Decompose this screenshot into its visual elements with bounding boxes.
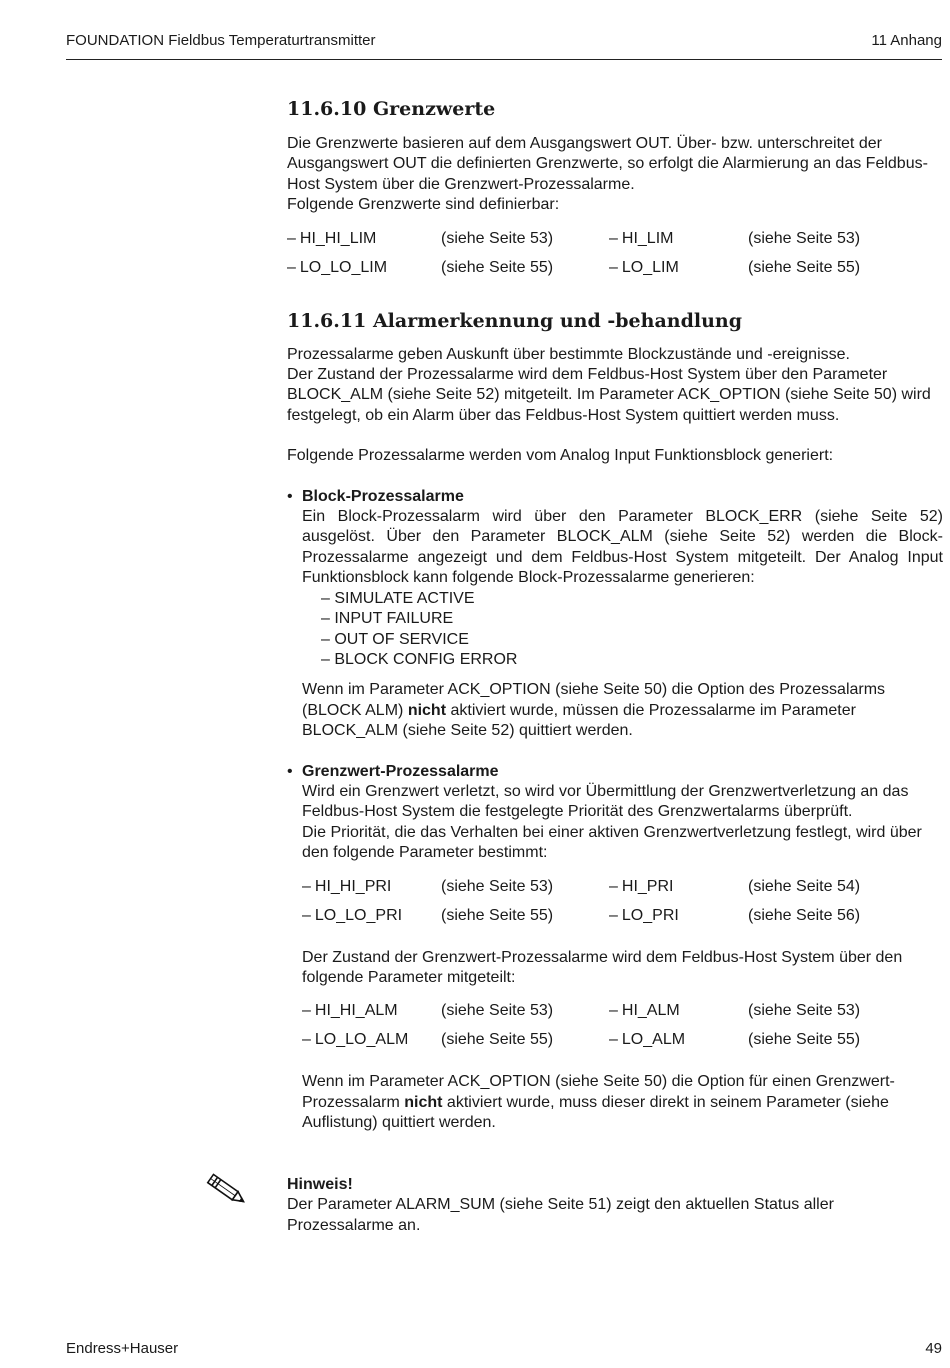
dash: – — [609, 906, 618, 924]
page-ref: (siehe Seite 53) — [441, 1002, 554, 1020]
alarm-table — [302, 996, 860, 1054]
alarm-block-alm: Der Zustand der Prozessalarme wird dem Feldbus-Host System über den Parameter BLOCK_ALM (siehe Seite 52) mitgeteilt. Im Parameter ACK_OPTION (siehe Seite 50) wird festgelegt, ob ein Alarm über das Feldbus-Host System quittiert werden muss. — [287, 366, 931, 424]
bullet-title: Grenzwert-Prozessalarme — [302, 762, 499, 780]
page-ref: (siehe Seite 53) — [441, 229, 554, 247]
hint-box — [287, 1175, 937, 1236]
text-run: aktiviert wurde, müssen die Prozessalarme im Parameter BLOCK_ALM (siehe Seite 52) quittiert werden. — [302, 701, 856, 740]
list-item: – SIMULATE ACTIVE — [321, 589, 475, 607]
dash: – — [287, 258, 296, 276]
dash: – — [302, 1002, 311, 1020]
dash: – — [609, 1031, 618, 1049]
page-ref: (siehe Seite 55) — [441, 1031, 554, 1049]
running-header-chapter: 11 Anhang — [871, 32, 942, 49]
block-alarm-list — [302, 589, 943, 671]
emphasis: nicht — [407, 701, 447, 719]
table-row — [302, 901, 860, 930]
bullet-text: Wird ein Grenzwert verletzt, so wird vor Übermittlung der Grenzwertverletzung an das Feldbus-Host System die festgelegte Priorität des Grenzwertalarms überprüft. — [302, 782, 909, 821]
table-row — [287, 224, 860, 253]
dash: – — [609, 229, 618, 247]
list-item: – BLOCK CONFIG ERROR — [321, 650, 518, 668]
alarm-list-intro: Folgende Prozessalarme werden vom Analog Input Funktionsblock generiert: — [287, 447, 834, 465]
param-name: LO_LIM — [621, 258, 679, 276]
hint-text: Der Parameter ALARM_SUM (siehe Seite 51) zeigt den aktuellen Status aller Prozessalarme an. — [287, 1196, 834, 1234]
dash: – — [609, 258, 618, 276]
pencil-icon — [203, 1171, 251, 1209]
grenzwerte-list-intro: Folgende Grenzwerte sind definierbar: — [287, 196, 560, 214]
priority-table-wrap — [287, 872, 943, 1134]
param-name: HI_ALM — [621, 1002, 680, 1020]
header-rule — [66, 59, 942, 60]
param-name: HI_HI_LIM — [299, 229, 377, 247]
page-ref: (siehe Seite 55) — [748, 258, 861, 276]
bullet-limit-alarms — [287, 762, 943, 864]
bullet-text: Die Priorität, die das Verhalten bei einer aktiven Grenzwertverletzung festlegt, wird über den folgende Parameter bestimmt: — [302, 823, 922, 862]
main-content — [287, 96, 943, 1134]
page-ref: (siehe Seite 55) — [441, 906, 554, 924]
dash: – — [302, 906, 311, 924]
text-run: Wenn im Parameter ACK_OPTION (siehe Seite 50) die Option des Prozessalarms (BLOCK ALM) — [302, 681, 886, 719]
section-title-grenzwerte: 11.6.10 Grenzwerte — [287, 98, 496, 120]
running-header-title: FOUNDATION Fieldbus Temperaturtransmitter — [66, 32, 376, 49]
page-ref: (siehe Seite 53) — [748, 1002, 861, 1020]
list-item: – INPUT FAILURE — [321, 610, 454, 628]
section-title-alarmerkennung: 11.6.11 Alarmerkennung und -behandlung — [287, 309, 742, 332]
dash: – — [287, 229, 296, 247]
hint-title: Hinweis! — [287, 1176, 353, 1193]
dash: – — [609, 1002, 618, 1020]
limit-ack-note — [302, 1072, 943, 1133]
limit-table — [287, 224, 860, 282]
param-name: HI_LIM — [621, 229, 674, 247]
table-row — [287, 253, 860, 282]
param-name: HI_HI_PRI — [314, 877, 392, 895]
param-name: LO_LO_PRI — [314, 906, 403, 924]
param-name: LO_PRI — [621, 906, 679, 924]
grenzwerte-intro: Die Grenzwerte basieren auf dem Ausgangswert OUT. Über- bzw. unterschreitet der Ausgangswert OUT die definierten Grenzwerte, so erfolgt die Alarmierung an das Feldbus-Host System über die Grenzwert-Prozessalarme. — [287, 135, 928, 193]
list-item: – OUT OF SERVICE — [321, 630, 469, 648]
param-name: HI_PRI — [621, 877, 674, 895]
bullet-icon: • — [287, 487, 293, 505]
page-ref: (siehe Seite 55) — [441, 258, 554, 276]
text-run: aktiviert wurde, muss dieser direkt in seinem Parameter (siehe Auflistung) quittiert werden. — [302, 1093, 889, 1132]
table-row — [302, 872, 860, 901]
limit-alarm-state-text: Der Zustand der Grenzwert-Prozessalarme wird dem Feldbus-Host System über den folgende Parameter mitgeteilt: — [302, 948, 903, 986]
dash: – — [609, 877, 618, 895]
param-name: LO_LO_ALM — [314, 1031, 409, 1049]
page-number: 49 — [925, 1340, 942, 1357]
table-row — [302, 996, 860, 1025]
param-name: LO_LO_LIM — [299, 258, 388, 276]
dash: – — [302, 877, 311, 895]
page-ref: (siehe Seite 54) — [748, 877, 861, 895]
bullet-text: Ein Block-Prozessalarm wird über den Parameter BLOCK_ERR (siehe Seite 52) ausgelöst. Über den Parameter BLOCK_ALM (siehe Seite 52) werden die Block-Prozessalarme angezeigt und dem Feldbus-Host System mitgeteilt. Der Analog Input Funktionsblock kann folgende Block-Prozessalarme generieren: — [302, 508, 943, 587]
footer-brand: Endress+Hauser — [66, 1340, 179, 1357]
bullet-title: Block-Prozessalarme — [302, 487, 464, 505]
page-ref: (siehe Seite 55) — [748, 1031, 861, 1049]
alarm-intro: Prozessalarme geben Auskunft über bestimmte Blockzustände und -ereignisse. — [287, 345, 850, 363]
page-ref: (siehe Seite 53) — [748, 229, 861, 247]
page-ref: (siehe Seite 56) — [748, 906, 861, 924]
bullet-icon: • — [287, 762, 293, 780]
page-ref: (siehe Seite 53) — [441, 877, 554, 895]
emphasis: nicht — [404, 1093, 443, 1111]
table-row — [302, 1025, 860, 1054]
dash: – — [302, 1031, 311, 1049]
bullet-block-alarms — [287, 487, 943, 742]
text-run: Wenn im Parameter ACK_OPTION (siehe Seite 50) die Option für einen Grenzwert-Prozessalarm — [302, 1073, 895, 1111]
param-name: LO_ALM — [621, 1031, 686, 1049]
priority-table — [302, 872, 860, 930]
block-ack-note — [302, 680, 943, 741]
param-name: HI_HI_ALM — [314, 1002, 398, 1020]
